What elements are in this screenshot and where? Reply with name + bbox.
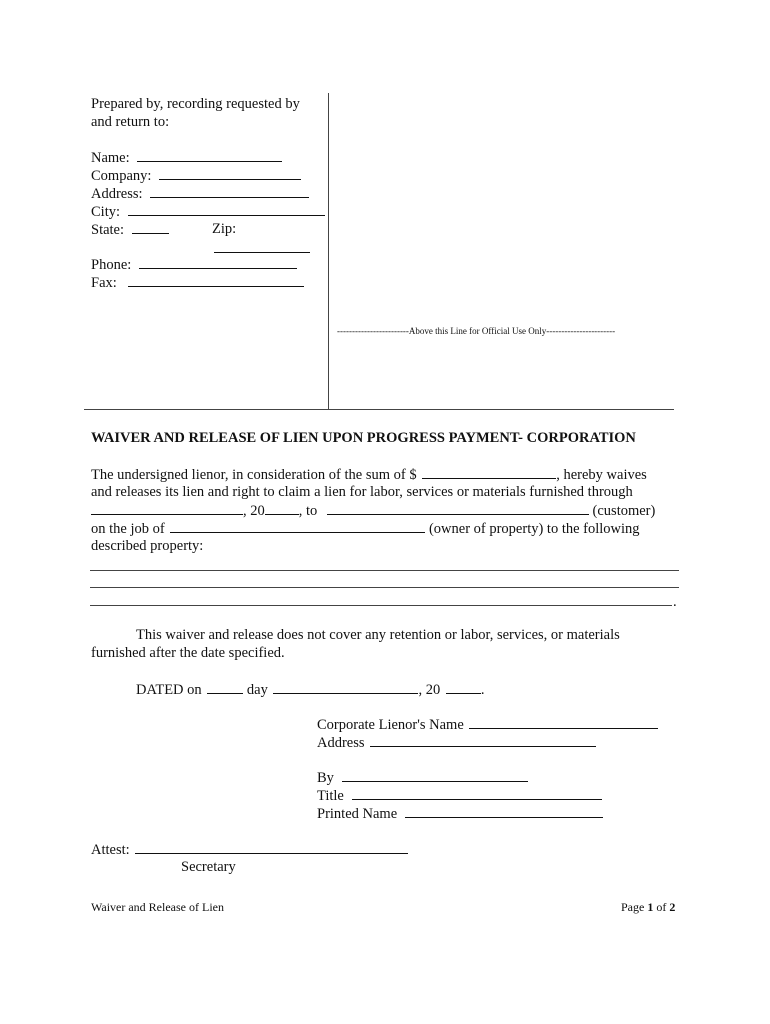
printed-name-row [317,804,603,823]
page-prefix: Page [621,900,645,914]
sig-address-field[interactable] [370,733,596,747]
customer-field[interactable] [327,501,589,515]
title-row [317,786,602,805]
city-row [91,202,325,221]
sig-address-row [317,733,596,752]
address-field[interactable] [150,184,309,198]
page-of: of [656,900,667,914]
property-line-3[interactable] [90,605,672,606]
dated-year-field[interactable] [446,680,481,694]
by-row [317,768,528,787]
year-field[interactable] [265,501,299,515]
address-label: Address: [91,186,143,202]
body-line-3 [91,501,655,520]
attest-row [91,840,408,859]
body-line-1 [91,465,647,484]
page-number [621,900,675,915]
day-label: day [246,682,268,698]
document-title: WAIVER AND RELEASE OF LIEN UPON PROGRESS PAYMENT- CORPORATION [91,430,636,446]
fax-field[interactable] [128,273,304,287]
state-row [91,220,169,239]
address-row [91,184,309,203]
sum-field[interactable] [422,465,556,479]
name-label: Name: [91,150,130,166]
company-field[interactable] [159,166,301,180]
to-text: , to [298,503,318,519]
attest-field[interactable] [135,840,408,854]
through-date-field[interactable] [91,501,243,515]
name-row [91,148,282,167]
body-line-4 [91,519,640,538]
sig-address-label: Address [317,735,365,751]
official-use-notice: ------------------------Above this Line for Official Use Only----------------------- [337,326,616,336]
month-field[interactable] [273,680,418,694]
header-horizontal-divider [84,409,674,410]
by-label: By [317,770,334,786]
phone-field[interactable] [139,255,297,269]
company-label: Company: [91,168,152,184]
prepared-by-line2: and return to: [91,114,170,130]
fax-label: Fax: [91,275,117,291]
city-field[interactable] [128,202,325,216]
owner-field[interactable] [170,519,425,533]
title-field[interactable] [352,786,602,800]
corp-name-row [317,715,658,734]
footer-doc-name: Waiver and Release of Lien [91,900,224,914]
city-label: City: [91,204,121,220]
page-total: 2 [669,900,676,914]
phone-label: Phone: [91,257,132,273]
body-line-5: described property: [91,538,204,554]
attest-label: Attest: [91,842,130,858]
page-current: 1 [647,900,654,914]
property-line-1[interactable] [90,570,679,571]
waives-text: , hereby waives [556,467,647,483]
header-vertical-divider [328,93,329,410]
by-field[interactable] [342,768,528,782]
retention-line-1: This waiver and release does not cover any retention or labor, services, or materials [136,627,620,643]
customer-label: (customer) [592,503,656,519]
zip-label: Zip: [212,221,237,237]
property-period: . [673,594,677,610]
fax-row [91,273,304,292]
state-field[interactable] [132,220,169,234]
job-of-text: on the job of [91,521,165,537]
printed-name-label: Printed Name [317,806,398,822]
zip-field[interactable] [214,252,310,253]
consideration-text: The undersigned lienor, in consideration of the sum of $ [91,467,417,483]
state-label: State: [91,222,125,238]
body-line-2: and releases its lien and right to claim a lien for labor, services or materials furnished through [91,484,633,500]
name-field[interactable] [137,148,282,162]
corp-name-label: Corporate Lienor's Name [317,717,464,733]
secretary-label: Secretary [181,859,236,875]
printed-name-field[interactable] [405,804,603,818]
owner-label: (owner of property) to the following [428,521,640,537]
dated-year-prefix: , 20 [418,682,441,698]
property-line-2[interactable] [90,587,679,588]
retention-line-2: furnished after the date specified. [91,645,285,661]
prepared-by-line1: Prepared by, recording requested by [91,96,300,112]
day-field[interactable] [207,680,243,694]
year-prefix-text: , 20 [243,503,265,519]
corp-name-field[interactable] [469,715,658,729]
phone-row [91,255,297,274]
company-row [91,166,301,185]
dated-row [136,680,484,699]
title-label: Title [317,788,344,804]
dated-period: . [480,682,485,698]
dated-label: DATED on [136,682,202,698]
